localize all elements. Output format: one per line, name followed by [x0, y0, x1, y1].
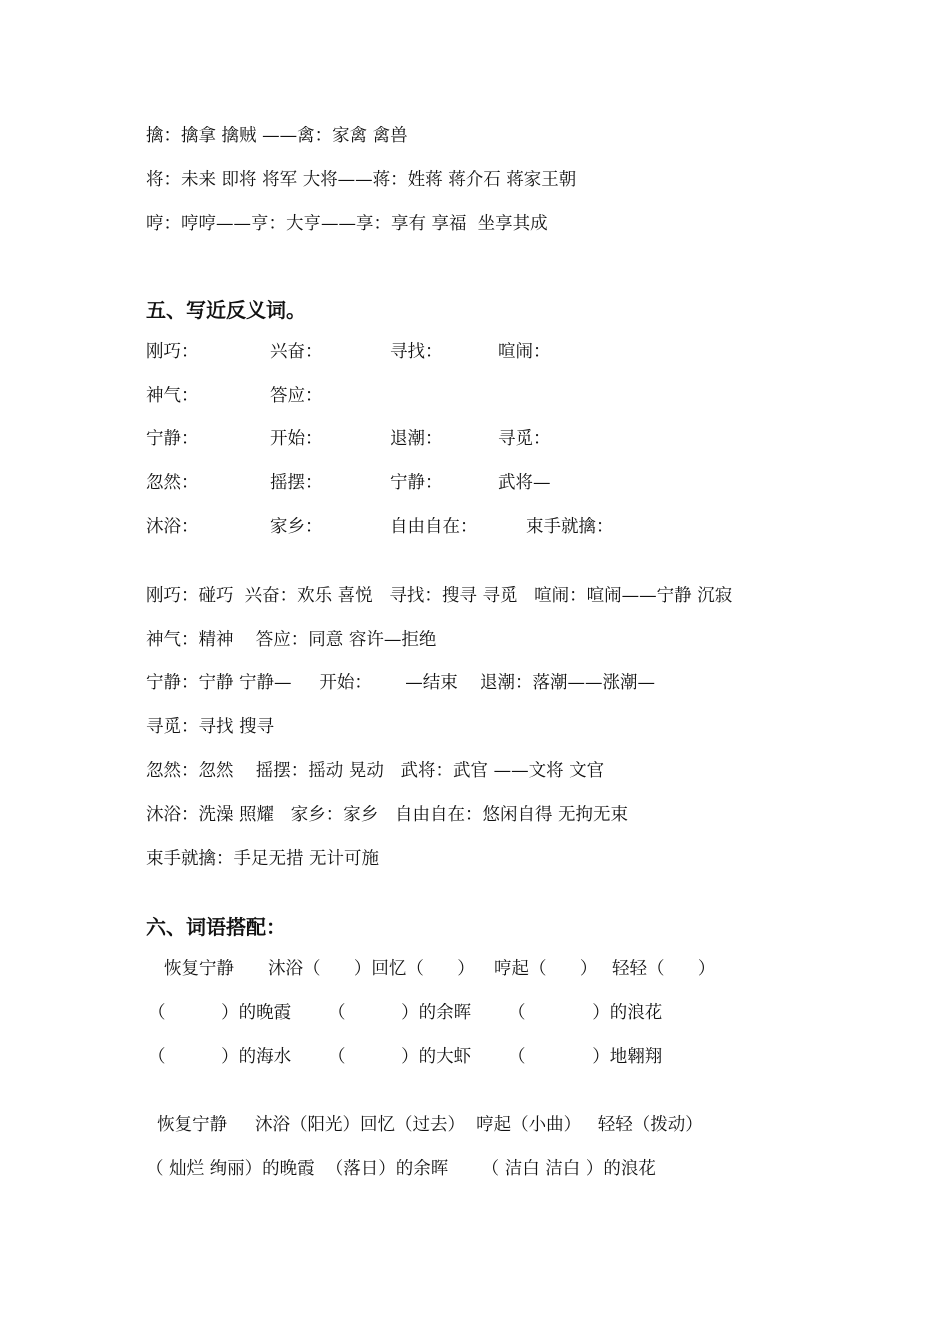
collocation-row	[146, 1045, 906, 1069]
word-prompt: 忽然：	[146, 473, 199, 493]
collocation-item: （ ）的海水	[148, 1047, 292, 1067]
intro-line-1: 擒：擒拿 擒贼 ——禽：家禽 禽兽	[146, 126, 408, 146]
word-prompt: 束手就擒：	[526, 517, 614, 537]
answer-line: 沐浴：洗澡 照耀 家乡：家乡 自由自在：悠闲自得 无拘无束	[146, 805, 629, 825]
section-6-title: 六、词语搭配：	[146, 915, 286, 939]
answer-line: 刚巧：碰巧 兴奋：欢乐 喜悦 寻找：搜寻 寻觅 喧闹：喧闹——宁静 沉寂	[146, 586, 733, 606]
answer-line: 束手就擒：手足无措 无计可施	[146, 849, 380, 869]
synonym-row	[146, 471, 906, 495]
answer-line: 恢复宁静 沐浴（阳光）回忆（过去） 哼起（小曲） 轻轻（拨动）	[146, 1115, 703, 1135]
collocation-item: （ ）的余晖	[328, 1003, 472, 1023]
word-prompt: 寻觅：	[498, 429, 551, 449]
answer-line: 宁静：宁静 宁静— 开始： —结束 退潮：落潮——涨潮—	[146, 673, 656, 693]
word-prompt: 开始：	[270, 429, 323, 449]
word-prompt: 兴奋：	[270, 342, 323, 362]
collocation-row	[146, 957, 906, 981]
synonym-row	[146, 515, 906, 539]
word-prompt: 自由自在：	[390, 517, 478, 537]
answer-line: （ 灿烂 绚丽）的晚霞 （落日）的余晖 （ 洁白 洁白 ）的浪花	[146, 1159, 656, 1179]
word-prompt: 宁静：	[146, 429, 199, 449]
collocation-item: 恢复宁静	[164, 959, 234, 979]
collocation-item: （ ）的大虾	[328, 1047, 472, 1067]
word-prompt: 答应：	[270, 386, 323, 406]
intro-line-3: 哼：哼哼——亨：大亨——享：享有 享福 坐享其成	[146, 214, 548, 234]
word-prompt: 家乡：	[270, 517, 323, 537]
collocation-item: 哼起（ ）	[494, 959, 598, 979]
collocation-item: 沐浴（ ）回忆（ ）	[268, 959, 475, 979]
answer-line: 神气：精神 答应：同意 容许—拒绝	[146, 630, 437, 650]
intro-line-2: 将：未来 即将 将军 大将——蒋：姓蒋 蒋介石 蒋家王朝	[146, 170, 577, 190]
word-prompt: 喧闹：	[498, 342, 551, 362]
answer-line: 寻觅：寻找 搜寻	[146, 717, 275, 737]
word-prompt: 摇摆：	[270, 473, 323, 493]
collocation-item: （ ）地翱翔	[508, 1047, 663, 1067]
collocation-item: （ ）的浪花	[508, 1003, 663, 1023]
section-5-title: 五、写近反义词。	[146, 298, 306, 322]
collocation-item: （ ）的晚霞	[148, 1003, 292, 1023]
answer-line: 忽然：忽然 摇摆：摇动 晃动 武将：武官 ——文将 文官	[146, 761, 605, 781]
collocation-item: 轻轻（ ）	[612, 959, 716, 979]
word-prompt: 刚巧：	[146, 342, 199, 362]
collocation-row	[146, 1001, 906, 1025]
word-prompt: 退潮：	[390, 429, 443, 449]
synonym-row	[146, 340, 906, 364]
word-prompt: 宁静：	[390, 473, 443, 493]
word-prompt: 武将—	[498, 473, 551, 493]
word-prompt: 寻找：	[390, 342, 443, 362]
word-prompt: 沐浴：	[146, 517, 199, 537]
synonym-row	[146, 384, 906, 408]
word-prompt: 神气：	[146, 386, 199, 406]
synonym-row	[146, 427, 906, 451]
